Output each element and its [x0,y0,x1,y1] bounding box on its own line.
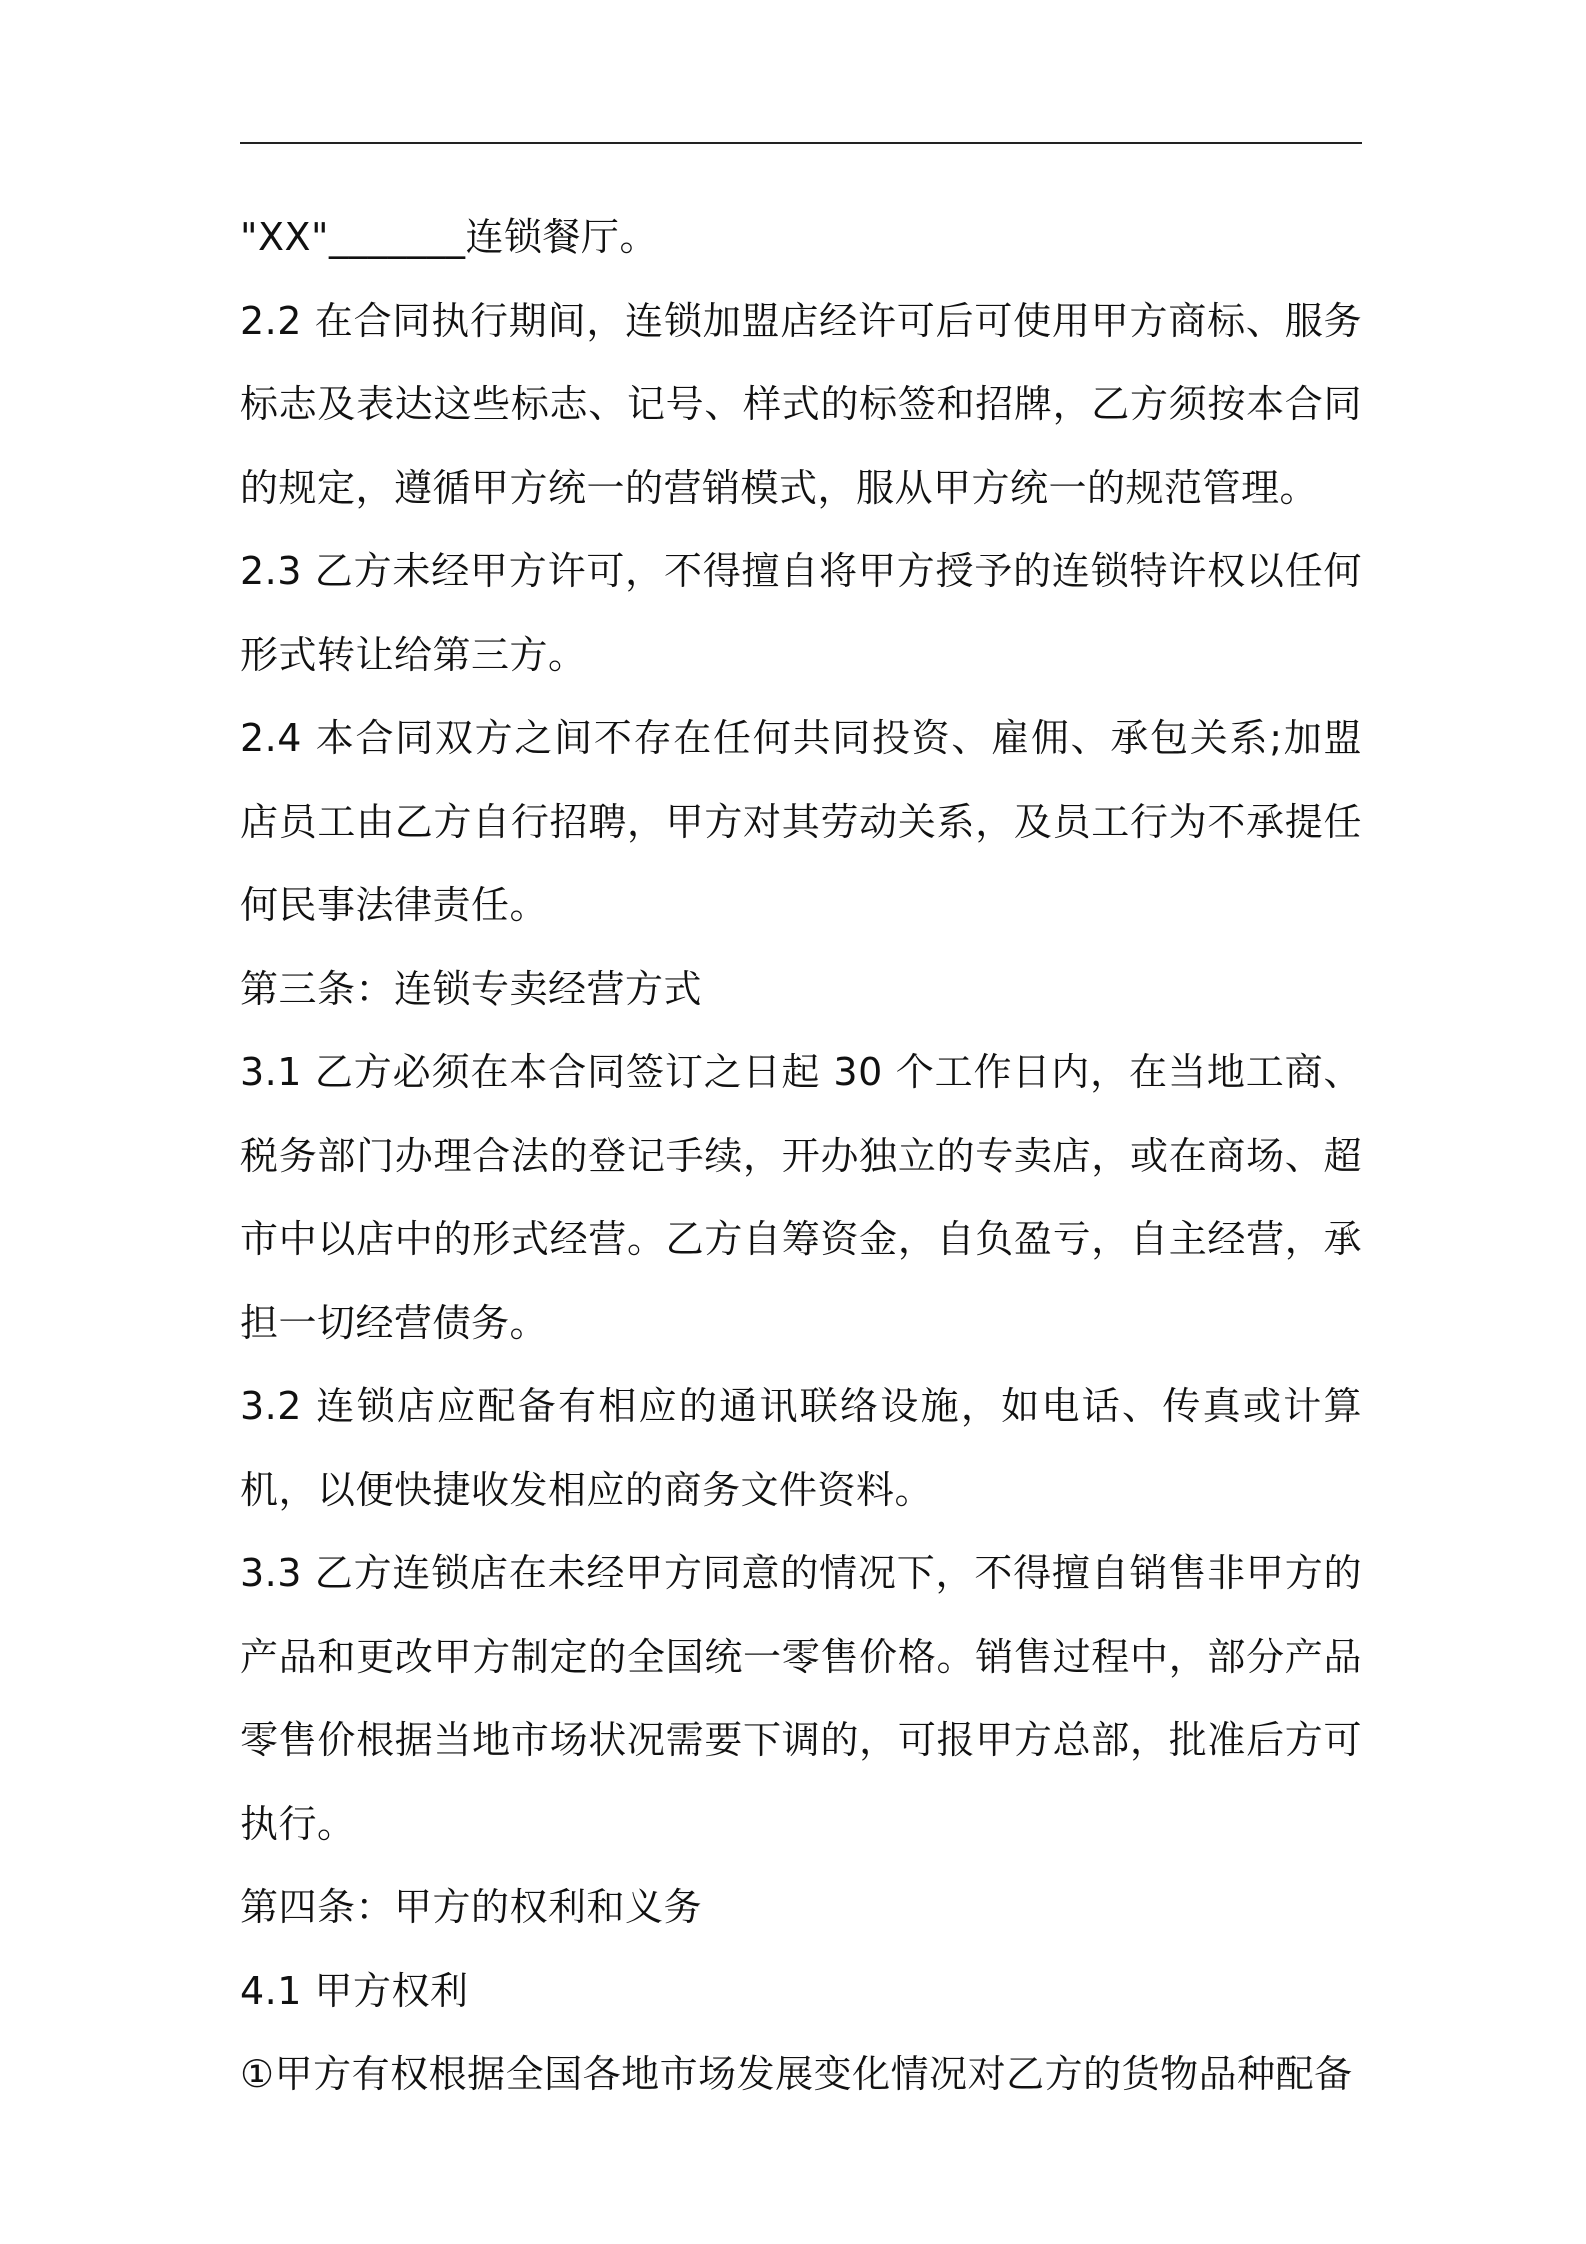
paragraph-continuation: "XX"_______连锁餐厅。 [240,215,659,259]
clause-3-3: 3.3 乙方连锁店在未经甲方同意的情况下，不得擅自销售非甲方的产品和更改甲方制定的全国统一零售价格。销售过程中，部分产品零售价根据当地市场状况需要下调的，可报甲方总部，批准后方可执行。 [240,1551,1362,1846]
clause-2-2: 2.2 在合同执行期间，连锁加盟店经许可后可使用甲方商标、服务标志及表达这些标志、记号、样式的标签和招牌，乙方须按本合同的规定，遵循甲方统一的营销模式，服从甲方统一的规范管理。 [240,298,1362,510]
clause-2-4: 2.4 本合同双方之间不存在任何共同投资、雇佣、承包关系;加盟店员工由乙方自行招聘，甲方对其劳动关系，及员工行为不承提任何民事法律责任。 [240,716,1362,927]
clause-3-1: 3.1 乙方必须在本合同签订之日起 30 个工作日内，在当地工商、税务部门办理合法的登记手续，开办独立的专卖店，或在商场、超市中以店中的形式经营。乙方自筹资金，自负盈亏，自主经营，承担一切经营债务。 [240,1050,1362,1345]
article-3-heading: 第三条：连锁专卖经营方式 [240,966,703,1011]
clause-4-1-heading: 4.1 甲方权利 [240,1968,469,2013]
clause-3-2: 3.2 连锁店应配备有相应的通讯联络设施，如电话、传真或计算机，以便快捷收发相应的商务文件资料。 [240,1384,1362,1512]
article-4-heading: 第四条：甲方的权利和义务 [240,1885,703,1929]
document-body [240,196,1362,2117]
header-rule [240,142,1362,144]
clause-2-3: 2.3 乙方未经甲方许可，不得擅自将甲方授予的连锁特许权以任何形式转让给第三方。 [240,549,1362,677]
clause-4-1-item-1: ①甲方有权根据全国各地市场发展变化情况对乙方的货物品种配备 [240,2052,1353,2096]
